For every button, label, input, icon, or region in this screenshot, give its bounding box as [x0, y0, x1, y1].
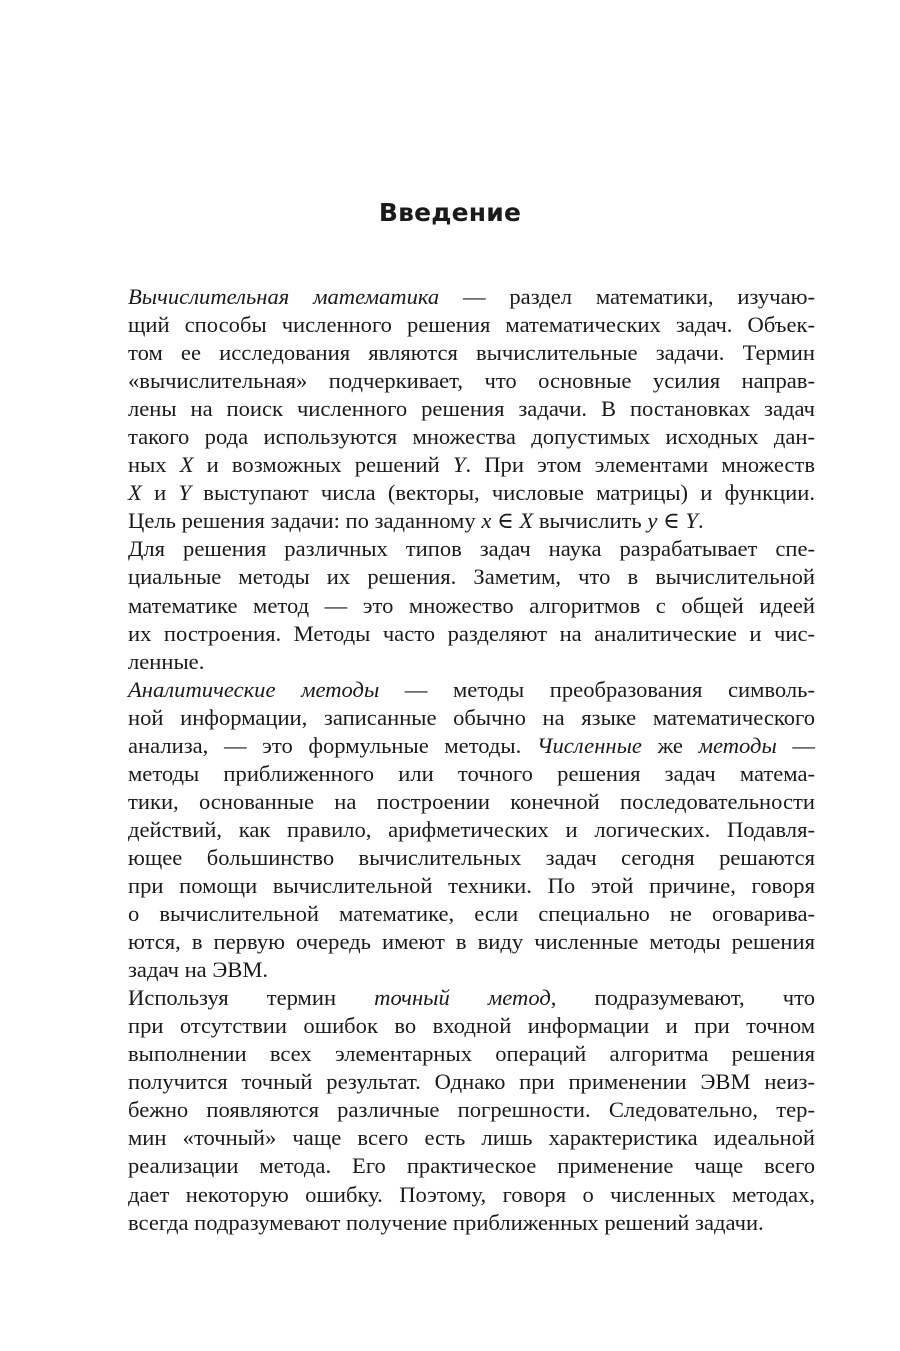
text-line: [97, 423, 815, 451]
text-segment: при помощи вычислительной техники. По этой причине, говоря: [128, 872, 815, 898]
text-line: [97, 704, 815, 732]
text-line: [97, 928, 815, 956]
text-line: [97, 535, 815, 563]
text-line: [97, 507, 815, 535]
text-segment: «вычислительная» подчеркивает, что основные усилия направ-: [128, 368, 815, 394]
text-segment: и: [141, 480, 179, 506]
text-segment: Используя термин: [128, 985, 375, 1011]
text-line: [97, 732, 815, 760]
text-segment: методы приближенного или точного решения задач матема-: [128, 760, 815, 786]
text-segment: ∈: [491, 508, 520, 534]
body-text: [97, 283, 815, 1237]
text-line: [97, 367, 815, 395]
paragraph: [97, 984, 815, 1236]
text-segment: реализации метода. Его практическое применение чаще всего: [128, 1153, 815, 1179]
italic-term: Y: [452, 452, 466, 478]
text-line: [97, 1040, 815, 1068]
text-line: [97, 1209, 815, 1237]
text-segment: выполнении всех элементарных операций алгоритма решения: [128, 1041, 815, 1067]
text-segment: — раздел математики, изучаю-: [439, 284, 815, 309]
text-line: [97, 788, 815, 816]
text-line: [97, 620, 815, 648]
text-line: [97, 844, 815, 872]
text-segment: том ее исследования являются вычислительные задачи. Термин: [128, 340, 815, 366]
text-line: [97, 648, 815, 676]
italic-term: x: [481, 508, 492, 534]
text-line: [97, 563, 815, 591]
text-line: [97, 311, 815, 339]
paragraph: [97, 676, 815, 985]
text-line: [97, 395, 815, 423]
text-segment: же: [641, 732, 699, 758]
text-line: [97, 872, 815, 900]
text-segment: получится точный результат. Однако при применении ЭВМ неиз-: [128, 1069, 815, 1095]
text-segment: , подразумевают, что: [550, 985, 815, 1011]
paragraph: [97, 283, 815, 535]
italic-term: Аналитические методы: [128, 676, 380, 702]
text-segment: лены на поиск численного решения задачи. В постановках задач: [128, 396, 815, 422]
text-segment: Для решения различных типов задач наука разрабатывает спе-: [128, 536, 815, 562]
text-line: [97, 760, 815, 788]
text-segment: бежно появляются различные погрешности. Следовательно, тер-: [128, 1097, 815, 1123]
text-line: [97, 1012, 815, 1040]
text-segment: математике метод — это множество алгоритмов с общей идеей: [128, 592, 815, 618]
text-line: [97, 1068, 815, 1096]
italic-term: X: [179, 452, 194, 478]
italic-term: y: [647, 508, 658, 534]
text-segment: действий, как правило, арифметических и логических. Подавля-: [128, 816, 815, 842]
text-segment: ленные.: [128, 648, 205, 674]
text-line: [97, 479, 815, 507]
italic-term: X: [128, 480, 142, 506]
italic-term: Y: [178, 480, 192, 506]
text-segment: тики, основанные на построении конечной последовательности: [128, 788, 815, 814]
text-line: [97, 956, 815, 984]
text-line: [97, 816, 815, 844]
italic-term: точный метод: [374, 985, 551, 1011]
text-line: [97, 1096, 815, 1124]
text-segment: щий способы численного решения математических задач. Объек-: [128, 312, 815, 338]
text-line: [97, 900, 815, 928]
text-line: [97, 451, 815, 479]
text-segment: Цель решения задачи: по заданному: [128, 508, 482, 534]
text-line: [97, 676, 815, 704]
text-segment: — методы преобразования символь-: [379, 676, 815, 702]
text-segment: ющее большинство вычислительных задач сегодня решаются: [128, 844, 815, 870]
italic-term: методы: [698, 732, 777, 758]
text-line: [97, 984, 815, 1012]
text-segment: ∈: [657, 508, 686, 534]
text-segment: ных: [128, 452, 180, 478]
text-segment: выступают числа (векторы, числовые матрицы) и функции.: [191, 480, 816, 506]
text-segment: такого рода используются множества допустимых исходных дан-: [128, 424, 815, 450]
text-segment: задач на ЭВМ.: [128, 957, 269, 983]
italic-term: Вычислительная математика: [128, 284, 440, 309]
chapter-heading: Введение: [378, 198, 522, 227]
text-segment: мин «точный» чаще всего есть лишь характеристика идеальной: [128, 1125, 815, 1151]
text-segment: о вычислительной математике, если специально не оговарива-: [128, 901, 815, 927]
text-segment: . При этом элементами множеств: [465, 452, 815, 478]
text-segment: циальные методы их решения. Заметим, что в вычислительной: [128, 564, 815, 590]
text-line: [97, 283, 815, 311]
paragraph: [97, 535, 815, 675]
text-segment: анализа, — это формульные методы.: [128, 732, 537, 758]
text-line: [97, 1152, 815, 1180]
text-line: [97, 339, 815, 367]
text-segment: и возможных решений: [193, 452, 453, 478]
text-line: [97, 1181, 815, 1209]
text-segment: дает некоторую ошибку. Поэтому, говоря о численных методах,: [128, 1181, 815, 1207]
text-segment: их построения. Методы часто разделяют на аналитические и чис-: [128, 620, 815, 646]
text-segment: всегда подразумевают получение приближенных решений задачи.: [128, 1209, 764, 1235]
italic-term: Численные: [536, 732, 642, 758]
text-segment: при отсутствии ошибок во входной информации и при точном: [128, 1013, 815, 1039]
italic-term: Y: [685, 508, 698, 534]
text-line: [97, 592, 815, 620]
text-segment: ются, в первую очередь имеют в виду численные методы решения: [128, 929, 815, 955]
text-segment: .: [698, 508, 704, 534]
text-segment: ной информации, записанные обычно на языке математического: [128, 704, 815, 730]
text-segment: вычислить: [533, 508, 648, 534]
text-segment: —: [776, 732, 816, 758]
italic-term: X: [519, 508, 534, 534]
text-line: [97, 1124, 815, 1152]
